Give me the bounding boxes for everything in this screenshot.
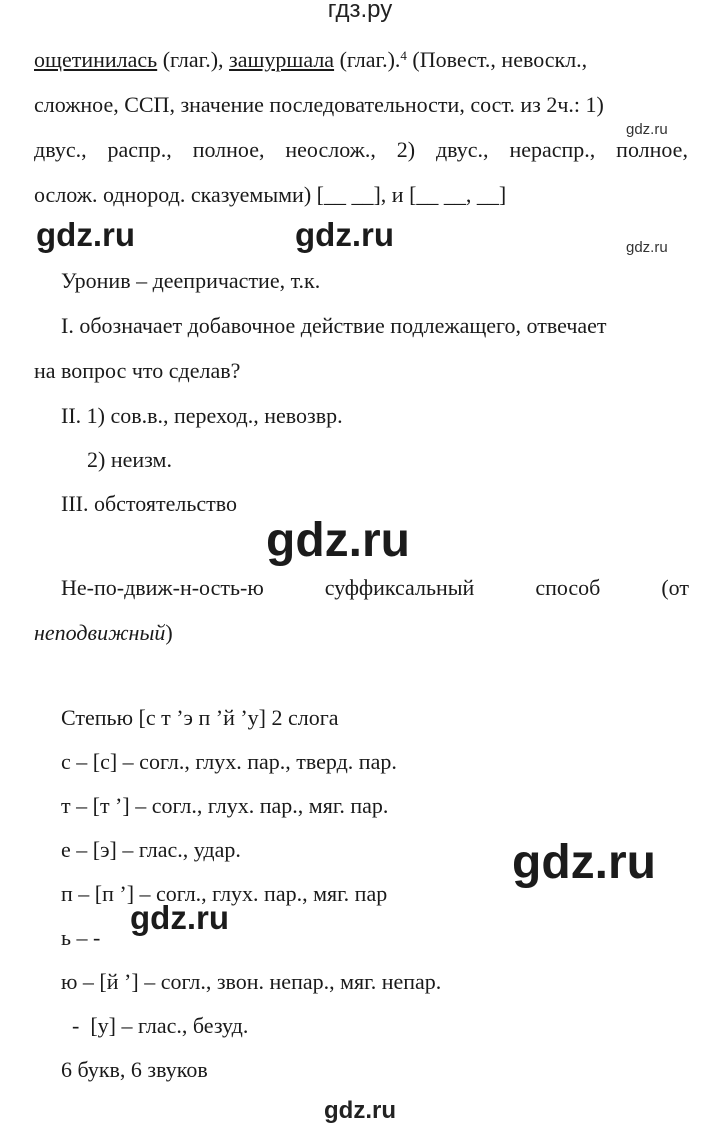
syntax-word: нераспр., (509, 137, 596, 162)
verb-2-note: (глаг.). (334, 47, 401, 72)
verb-2: зашуршала (229, 47, 335, 72)
syntax-word: распр., (107, 137, 172, 162)
watermark-medium: gdz.ru (295, 216, 394, 253)
footer-watermark: gdz.ru (324, 1097, 396, 1124)
syntax-line-1 (34, 46, 587, 74)
watermark-medium: gdz.ru (130, 899, 229, 936)
phonetic-row: ю – [й ’] – согл., звон. непар., мяг. непар. (61, 969, 442, 994)
morphemic-word: Не-по-движ-н-ость-ю (61, 575, 264, 600)
phonetic-row: - [у] – глас., безуд. (61, 1013, 249, 1038)
watermark-medium: gdz.ru (36, 216, 135, 253)
formation-method: суффиксальный (324, 575, 475, 600)
watermark-small: gdz.ru (626, 121, 668, 138)
watermark-large: gdz.ru (512, 836, 656, 889)
site-title: гдз.ру (327, 0, 393, 23)
formation-method-word: способ (535, 575, 601, 600)
participle-title: Уронив – деепричастие, т.к. (61, 268, 321, 293)
syntax-word: двус., (435, 137, 489, 162)
syntax-line-1-rest: (Повест., невоскл., (406, 47, 588, 72)
phonetic-row: т – [т ’] – согл., глух. пар., мяг. пар. (61, 793, 389, 818)
participle-point-1b: на вопрос что сделав? (34, 358, 241, 383)
source-word: неподвижный (34, 620, 166, 645)
phonetic-row: ь – - (61, 925, 101, 950)
syntax-word: неослож., (285, 137, 376, 162)
participle-point-2: II. 1) сов.в., переход., невозвр. (61, 403, 343, 428)
phonetic-row: с – [с] – согл., глух. пар., тверд. пар. (61, 749, 397, 774)
syntax-line-2: сложное, ССП, значение последовательности, сост. из 2ч.: 1) (34, 92, 604, 117)
morphemic-source-line (34, 619, 173, 647)
phonetic-row: е – [э] – глас., удар. (61, 837, 241, 862)
source-open: (от (661, 575, 689, 600)
phonetic-title: Степью [с т ’э п ’й ’у] 2 слога (61, 705, 339, 730)
syntax-line-3 (34, 136, 688, 164)
morphemic-line (61, 574, 689, 602)
participle-point-2b: 2) неизм. (87, 447, 172, 472)
phonetic-summary: 6 букв, 6 звуков (61, 1057, 208, 1082)
phonetic-row: п – [п ’] – согл., глух. пар., мяг. пар (61, 881, 388, 906)
syntax-word: 2) (396, 137, 416, 162)
participle-point-3: III. обстоятельство (61, 491, 237, 516)
syntax-word: двус., (34, 137, 87, 162)
verb-1-note: (глаг.), (157, 47, 230, 72)
watermark-small: gdz.ru (626, 239, 668, 256)
syntax-word: полное, (192, 137, 265, 162)
syntax-word: полное, (616, 137, 688, 162)
syntax-line-4: ослож. однород. сказуемыми) [__ __], и [__ __, __] (34, 182, 507, 207)
verb-1: ощетинилась (34, 47, 158, 72)
participle-point-1a: I. обозначает добавочное действие подлежащего, отвечает (61, 313, 607, 338)
footnote-marker: 4 (400, 48, 407, 63)
watermark-large: gdz.ru (266, 514, 410, 567)
source-close: ) (165, 620, 173, 645)
